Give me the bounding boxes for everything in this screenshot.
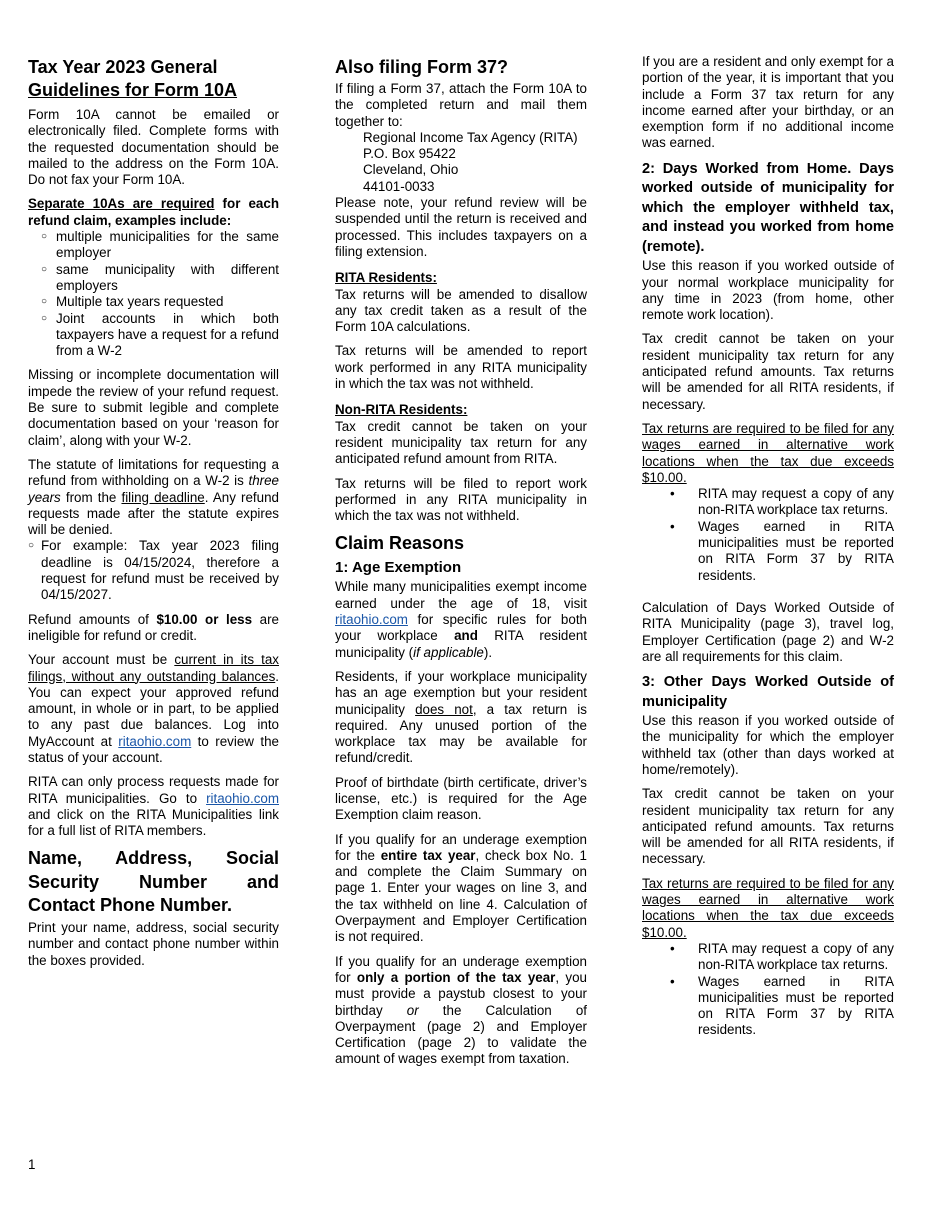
list-item: • RITA may request a copy of any non-RITA workplace tax returns. [670,486,894,519]
name-address-paragraph: Print your name, address, social security number and contact phone number within the boxes provided. [28,919,279,968]
form37-heading: Also filing Form 37? [335,57,509,77]
other-days-heading: 3: Other Days Worked Outside of municipality [642,674,894,710]
other-bullets [670,941,894,1039]
age-paragraph: If you qualify for an underage exemption for only a portion of the tax year, you must provide a paystub closest to your birthday or the Calculation of Overpayment (page 2) and Employer Certification (page 2) to validate the amount of wages exempt from taxation. [335,953,587,1067]
ritaohio-link[interactable]: ritaohio.com [118,733,192,749]
list-item: ○ same municipality with different employers [28,262,279,295]
home-calc-paragraph: Calculation of Days Worked Outside of RITA Municipality (page 3), travel log, Employer Certification (page 2) and W-2 are all requirements for this claim. [642,599,894,664]
ritaohio-link[interactable]: ritaohio.com [335,612,408,628]
non-residents-paragraph: Tax credit cannot be taken on your resident municipality tax return for any anticipated refund amount from RITA. [335,418,587,467]
list-item: • Wages earned in RITA municipalities must be reported on RITA Form 37 by RITA residents. [670,974,894,1039]
form37-paragraph: If filing a Form 37, attach the Form 10A to the completed return and mail them together to: [335,81,587,129]
list-item: • RITA may request a copy of any non-RITA workplace tax returns. [670,941,894,974]
home-required-paragraph: Tax returns are required to be filed for any wages earned in alternative work locations when the tax due exceeds $10.00. [642,420,894,485]
age-paragraph: While many municipalities exempt income earned under the age of 18, visit ritaohio.com for specific rules for both your workplace and RITA resident municipality (if applicable). [335,579,587,660]
address-line: 44101-0033 [363,178,435,194]
name-address-heading: Name, Address, Social Security Number and Contact Phone Number. [28,848,279,916]
other-required-paragraph: Tax returns are required to be filed for any wages earned in alternative work locations when the tax due exceeds $10.00. [642,875,894,940]
refund-amount-paragraph: Refund amounts of $10.00 or less are ineligible for refund or credit. [28,611,280,643]
age-paragraph: If you qualify for an underage exemption for the entire tax year, check box No. 1 and complete the Claim Summary on page 1. Enter your wages on line 3, and the tax withheld on line 4. Calculation of Overpayment and Employer Certification is not required. [335,831,588,945]
age-paragraph: Residents, if your workplace municipality has an age exemption but your resident municipality does not, a tax return is required. Any unused portion of the workplace tax may be available for refund/credit. [335,668,587,766]
mailing-address [335,130,587,195]
missing-docs-paragraph: Missing or incomplete documentation will impede the review of your refund request. Be sure to submit legible and complete documentation based on your ‘reason for claim’, along with your W-2. [28,367,279,448]
suspend-note: Please note, your refund review will be suspended until the return is received and processed. This includes taxpayers on a filing extension. [335,195,587,259]
days-worked-home-heading: 2: Days Worked from Home. Days worked outside of municipality for which the employer withheld tax, and instead you worked from home (remote). [642,160,894,255]
statute-paragraph: The statute of limitations for requesting a refund from withholding on a W-2 is three years from the filing deadline. Any refund requests made after the statute expires will be denied. [28,456,279,538]
non-residents-paragraph: Tax returns will be filed to report work performed in any RITA municipality in which the tax was not withheld. [335,475,587,524]
statute-example-list [28,538,279,603]
separate-10as-paragraph: Separate 10As are required for each refund claim, examples include: [28,196,279,228]
home-paragraph: Tax credit cannot be taken on your resident municipality tax return for any anticipated refund amounts. Tax returns will be amended for all RITA residents, if necessary. [642,331,894,412]
column-right [642,54,894,1055]
intro-paragraph: Form 10A cannot be emailed or electronically filed. Complete forms with the requested documentation should be mailed to the address on the Form 10A. Do not fax your Form 10A. [28,107,279,188]
ritaohio-link[interactable]: ritaohio.com [206,790,279,806]
rita-residents-heading: RITA Residents: [335,270,437,286]
other-paragraph: Use this reason if you worked outside of the municipality for which the employer withheld tax (other than days worked at home/remotely). [642,713,894,777]
examples-list [28,229,279,359]
list-item: ○ Multiple tax years requested [28,294,279,310]
age-paragraph: Proof of birthdate (birth certificate, driver’s license, etc.) is required for the Age Exemption claim reason. [335,774,587,823]
list-item: ○ multiple municipalities for the same employer [28,229,279,262]
residents-paragraph: Tax returns will be amended to disallow any tax credit taken as a result of the Form 10A calculations. [335,286,587,335]
page-title: Tax Year 2023 General Guidelines for Form 10A [28,57,238,100]
list-item: • Wages earned in RITA municipalities must be reported on RITA Form 37 by RITA residents. [670,519,894,584]
partial-year-paragraph: If you are a resident and only exempt for a portion of the year, it is important that you include a Form 37 tax return for any income earned after your birthday, or an exemption form if no additional income was earned. [642,54,894,151]
residents-paragraph: Tax returns will be amended to report work performed in any RITA municipality in which the tax was not withheld. [335,343,587,392]
home-paragraph: Use this reason if you worked outside of your normal workplace municipality for any time in 2023 (from home, other remote work location). [642,258,894,323]
age-exemption-heading: 1: Age Exemption [335,559,462,577]
column-middle [335,56,587,1076]
column-left [28,56,279,977]
address-line: Regional Income Tax Agency (RITA) [363,129,578,145]
address-line: Cleveland, Ohio [363,162,459,178]
address-line: P.O. Box 95422 [363,146,456,162]
rita-municipalities-paragraph: RITA can only process requests made for RITA municipalities. Go to ritaohio.com and click on the RITA Municipalities link for a full list of RITA members. [28,774,279,839]
list-item: ○ For example: Tax year 2023 filing deadline is 04/15/2024, therefore a request for refund must be received by 04/15/2027. [28,538,279,603]
other-paragraph: Tax credit cannot be taken on your resident municipality tax return for any anticipated refund amounts. Tax returns will be amended for all RITA residents, if necessary. [642,786,894,867]
claim-reasons-heading: Claim Reasons [335,533,465,554]
non-rita-residents-heading: Non-RITA Residents: [335,402,468,418]
list-item: ○ Joint accounts in which both taxpayers have a request for a refund from a W-2 [28,311,279,360]
page-number: 1 [28,1157,36,1172]
home-bullets [670,486,894,584]
account-paragraph: Your account must be current in its tax filings, without any outstanding balances. You can expect your approved refund amount, in whole or in part, to be applied to any past due balances. Log into MyAccount at ritaohio.com to review the status of your account. [28,652,280,765]
